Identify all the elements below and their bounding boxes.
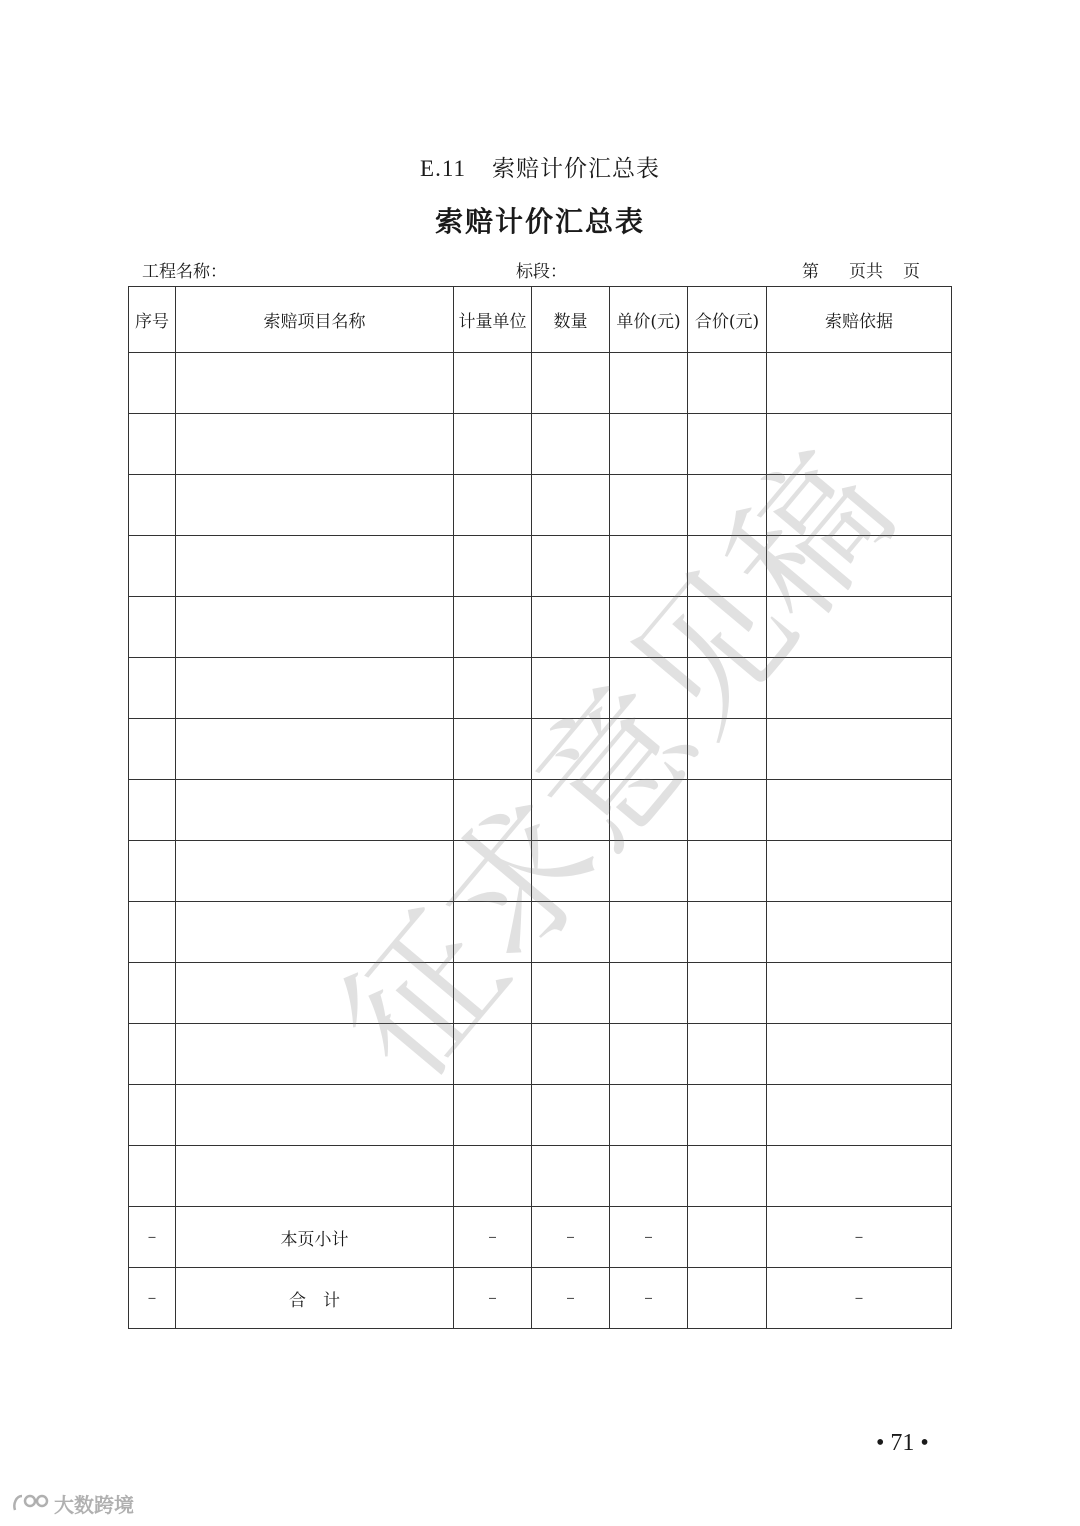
table-cell xyxy=(129,658,176,719)
table-cell xyxy=(688,841,767,902)
table-row xyxy=(129,414,952,475)
table-cell xyxy=(454,536,532,597)
table-cell xyxy=(688,902,767,963)
table-cell xyxy=(610,597,688,658)
table-cell xyxy=(454,658,532,719)
table-cell xyxy=(610,1024,688,1085)
table-cell xyxy=(688,1146,767,1207)
section-number: E.11 xyxy=(420,156,466,181)
table-cell xyxy=(129,475,176,536)
summary-cell xyxy=(688,1268,767,1329)
table-row xyxy=(129,1085,952,1146)
total-row xyxy=(129,1268,952,1329)
table-cell xyxy=(767,536,952,597)
table-cell xyxy=(688,414,767,475)
table-cell xyxy=(532,841,610,902)
table-cell xyxy=(610,841,688,902)
summary-cell: – xyxy=(767,1268,952,1329)
table-cell xyxy=(454,963,532,1024)
table-cell xyxy=(688,353,767,414)
section-label: 标段： xyxy=(516,262,567,282)
table-cell xyxy=(767,658,952,719)
table-cell xyxy=(767,963,952,1024)
header-unit-price: 单价(元) xyxy=(610,287,688,353)
table-row xyxy=(129,841,952,902)
table-cell xyxy=(176,719,454,780)
table-cell xyxy=(129,1024,176,1085)
summary-cell: – xyxy=(610,1207,688,1268)
table-cell xyxy=(532,902,610,963)
table-cell xyxy=(688,597,767,658)
table-row xyxy=(129,475,952,536)
table-cell xyxy=(610,414,688,475)
table-cell xyxy=(176,536,454,597)
table-cell xyxy=(688,719,767,780)
section-title: 索赔计价汇总表 xyxy=(491,156,660,182)
watermark: 征求意见稿 xyxy=(309,424,926,1111)
table-cell xyxy=(454,780,532,841)
table-cell xyxy=(610,353,688,414)
table-cell xyxy=(176,841,454,902)
table-cell xyxy=(610,719,688,780)
table-cell xyxy=(454,353,532,414)
table-cell xyxy=(610,780,688,841)
table-cell xyxy=(129,597,176,658)
table-cell xyxy=(454,1024,532,1085)
table-title: 索赔计价汇总表 xyxy=(434,205,645,238)
table-cell xyxy=(532,353,610,414)
subtotal-row xyxy=(129,1207,952,1268)
table-cell xyxy=(688,1024,767,1085)
table-cell xyxy=(688,1085,767,1146)
table-header-row xyxy=(129,287,952,353)
table-cell xyxy=(688,536,767,597)
table-cell xyxy=(454,902,532,963)
table-cell xyxy=(610,1085,688,1146)
table-cell xyxy=(610,536,688,597)
table-cell xyxy=(532,1024,610,1085)
table-cell xyxy=(176,963,454,1024)
table-cell xyxy=(610,902,688,963)
page-number: • 71 • xyxy=(876,1430,929,1456)
summary-cell: – xyxy=(610,1268,688,1329)
table-row xyxy=(129,780,952,841)
table-row xyxy=(129,719,952,780)
header-item-name: 索赔项目名称 xyxy=(176,287,454,353)
table-row xyxy=(129,1146,952,1207)
summary-cell: – xyxy=(454,1207,532,1268)
table-cell xyxy=(767,414,952,475)
table-cell xyxy=(532,780,610,841)
table-cell xyxy=(454,1146,532,1207)
table-cell xyxy=(532,963,610,1024)
page-counter xyxy=(802,257,920,282)
summary-label: 合 计 xyxy=(176,1268,454,1329)
table-cell xyxy=(176,1085,454,1146)
summary-cell xyxy=(688,1207,767,1268)
table-cell xyxy=(532,719,610,780)
table-cell xyxy=(129,841,176,902)
table-cell xyxy=(129,1146,176,1207)
table-cell xyxy=(767,475,952,536)
table-cell xyxy=(610,658,688,719)
table-cell xyxy=(610,963,688,1024)
table-cell xyxy=(129,353,176,414)
table-cell xyxy=(129,963,176,1024)
page-prefix: 第 xyxy=(802,262,819,282)
summary-label: 本页小计 xyxy=(176,1207,454,1268)
table-cell xyxy=(129,780,176,841)
summary-cell: – xyxy=(532,1268,610,1329)
table-cell xyxy=(454,597,532,658)
header-quantity: 数量 xyxy=(532,287,610,353)
table-cell xyxy=(532,536,610,597)
table-cell xyxy=(454,475,532,536)
summary-cell: – xyxy=(454,1268,532,1329)
table-cell xyxy=(532,1146,610,1207)
table-cell xyxy=(610,1146,688,1207)
header-total-price: 合价(元) xyxy=(688,287,767,353)
table-cell xyxy=(767,719,952,780)
table-cell xyxy=(454,841,532,902)
table-cell xyxy=(176,658,454,719)
header-unit: 计量单位 xyxy=(454,287,532,353)
table-cell xyxy=(176,475,454,536)
brand-name: 大数跨境 xyxy=(54,1492,134,1517)
table-cell xyxy=(532,658,610,719)
table-cell xyxy=(767,597,952,658)
table-cell xyxy=(532,597,610,658)
table-cell xyxy=(688,658,767,719)
summary-cell: – xyxy=(767,1207,952,1268)
page-middle: 页共 xyxy=(849,262,883,282)
table-row xyxy=(129,1024,952,1085)
table-cell xyxy=(767,902,952,963)
table-cell xyxy=(176,414,454,475)
header-basis: 索赔依据 xyxy=(767,287,952,353)
summary-cell: – xyxy=(129,1268,176,1329)
project-name-label: 工程名称： xyxy=(142,262,227,282)
table-row xyxy=(129,536,952,597)
table-cell xyxy=(767,1085,952,1146)
table-cell xyxy=(129,902,176,963)
table-cell xyxy=(454,719,532,780)
table-cell xyxy=(610,475,688,536)
table-cell xyxy=(129,1085,176,1146)
section-heading xyxy=(0,150,1080,183)
table-cell xyxy=(532,414,610,475)
brand-logo xyxy=(12,1488,147,1518)
table-cell xyxy=(767,1146,952,1207)
table-cell xyxy=(176,1024,454,1085)
table-cell xyxy=(767,780,952,841)
table-cell xyxy=(176,902,454,963)
table-cell xyxy=(129,536,176,597)
table-cell xyxy=(176,1146,454,1207)
header-serial: 序号 xyxy=(129,287,176,353)
table-cell xyxy=(767,1024,952,1085)
table-cell xyxy=(454,1085,532,1146)
table-cell xyxy=(129,414,176,475)
table-cell xyxy=(688,780,767,841)
table-cell xyxy=(176,597,454,658)
table-cell xyxy=(176,780,454,841)
table-row xyxy=(129,353,952,414)
brand-logo-icon xyxy=(12,1492,50,1514)
page-suffix: 页 xyxy=(903,262,920,282)
table-cell xyxy=(129,719,176,780)
table-cell xyxy=(532,475,610,536)
claims-table xyxy=(128,286,952,1329)
table-row xyxy=(129,902,952,963)
table-cell xyxy=(454,414,532,475)
table-row xyxy=(129,658,952,719)
summary-cell: – xyxy=(532,1207,610,1268)
summary-cell: – xyxy=(129,1207,176,1268)
table-cell xyxy=(767,841,952,902)
table-row xyxy=(129,597,952,658)
table-cell xyxy=(532,1085,610,1146)
table-cell xyxy=(688,963,767,1024)
table-cell xyxy=(767,353,952,414)
table-row xyxy=(129,963,952,1024)
table-cell xyxy=(176,353,454,414)
table-cell xyxy=(688,475,767,536)
